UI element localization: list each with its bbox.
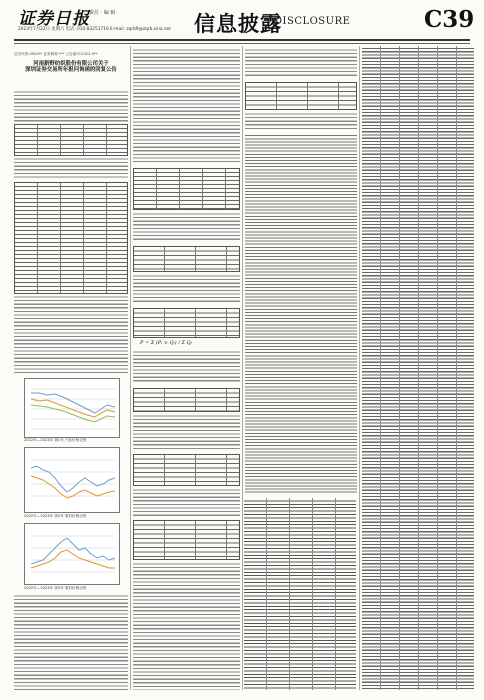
body-text	[133, 414, 240, 450]
body-text	[133, 562, 240, 690]
chart-2-lines	[25, 448, 119, 512]
article-title-line-2: 深圳证券交易所年报问询函的回复公告	[25, 67, 117, 74]
masthead	[0, 0, 484, 46]
article-title	[14, 61, 128, 74]
body-text	[133, 488, 240, 516]
price-chart-3	[24, 523, 120, 585]
data-table	[133, 308, 240, 338]
stock-code-line: 证券代码:0000** 证券简称:*** 公告编号:2023-0**	[14, 52, 98, 56]
body-text	[133, 350, 240, 384]
data-table	[133, 246, 240, 272]
chart-2-caption: 2022年—2023年 第2号 原料价格走势	[24, 514, 87, 518]
column-divider	[242, 46, 243, 690]
chart-3-lines	[25, 524, 119, 584]
data-table	[133, 454, 240, 486]
column-divider	[130, 46, 131, 690]
data-table	[245, 82, 357, 110]
newspaper-logo: 证券日报	[18, 9, 90, 29]
editor-label: 责任 · 编 辑	[89, 10, 116, 16]
price-chart-1	[24, 378, 120, 438]
detail-table	[244, 498, 356, 690]
dateline: 2023年7月22日 星期六 电话: 010-83251716 E-mail: zqrb9@zqrb.sina.net	[18, 27, 171, 32]
body-text	[14, 157, 128, 179]
body-text	[133, 48, 240, 164]
data-table	[14, 124, 128, 156]
body-text	[133, 212, 240, 242]
data-table	[133, 388, 240, 412]
column-divider	[359, 46, 360, 690]
body-text	[245, 112, 357, 130]
price-chart-2	[24, 447, 120, 513]
body-text	[14, 90, 128, 122]
chart-3-caption: 2022年—2023年 第3号 原料价格走势	[24, 586, 87, 590]
data-table	[14, 182, 128, 294]
header-rule-thin	[14, 43, 470, 44]
header-rule	[14, 39, 470, 41]
body-text	[245, 48, 357, 78]
chart-1-lines	[25, 379, 119, 437]
article-header	[14, 52, 128, 86]
data-table	[133, 520, 240, 560]
body-text	[245, 134, 357, 494]
body-text	[14, 295, 128, 375]
section-title: 信息披露	[194, 11, 282, 36]
section-subtitle: DISCLOSURE	[274, 16, 351, 27]
long-data-table	[362, 46, 474, 690]
chart-1-caption: 2022年—2023年 第1号 产品价格走势	[24, 438, 87, 442]
body-text	[14, 594, 128, 690]
article-title-line-1: 河南新野纺织股份有限公司关于	[33, 61, 109, 67]
page-number: C39	[424, 6, 475, 33]
body-text	[133, 274, 240, 304]
price-formula: P = Σ (Pᵢ × Qᵢ) / Σ Qᵢ	[140, 340, 192, 346]
data-table	[133, 168, 240, 210]
